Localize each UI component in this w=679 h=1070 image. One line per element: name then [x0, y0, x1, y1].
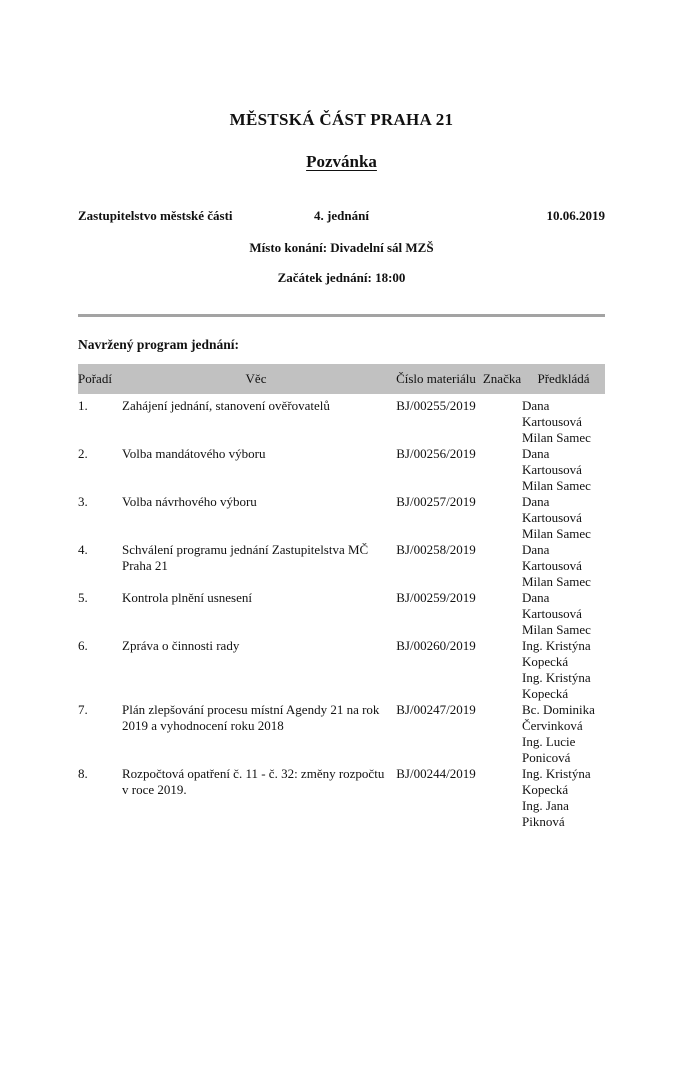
table-row — [78, 638, 605, 702]
program-heading: Navržený program jednání: — [78, 337, 239, 352]
meeting-meta-row — [78, 208, 605, 224]
row-order: 3. — [78, 494, 88, 509]
row-order: 1. — [78, 398, 88, 413]
row-order: 2. — [78, 446, 88, 461]
table-row — [78, 494, 605, 542]
column-header-poradi: Pořadí — [78, 364, 122, 394]
row-subject: Rozpočtová opatření č. 11 - č. 32: změny rozpočtu v roce 2019. — [122, 766, 385, 797]
row-subject: Zpráva o činnosti rady — [122, 638, 240, 653]
presenter-name: Milan Samec — [522, 478, 591, 493]
row-material-number: BJ/00255/2019 — [396, 398, 476, 413]
row-mark — [482, 394, 522, 446]
program-table-body — [78, 394, 605, 830]
meeting-date: 10.06.2019 — [546, 208, 605, 223]
presenter-name: Bc. Dominika Červinková — [522, 702, 595, 733]
meeting-start-time: Začátek jednání: 18:00 — [277, 270, 406, 285]
row-presenters — [522, 394, 605, 446]
row-material-number: BJ/00260/2019 — [396, 638, 476, 653]
presenter-name: Dana Kartousová — [522, 542, 582, 573]
row-mark — [482, 494, 522, 542]
presenter-name: Dana Kartousová — [522, 590, 582, 621]
column-header-cislo-materialu: Číslo materiálu — [390, 364, 482, 394]
table-row — [78, 766, 605, 830]
column-header-znacka: Značka — [482, 364, 522, 394]
presenter-name: Milan Samec — [522, 430, 591, 445]
row-presenters — [522, 542, 605, 590]
row-subject: Schválení programu jednání Zastupitelstva MČ Praha 21 — [122, 542, 369, 573]
presenter-name: Milan Samec — [522, 622, 591, 637]
table-row — [78, 590, 605, 638]
row-order: 6. — [78, 638, 88, 653]
row-order: 7. — [78, 702, 88, 717]
row-presenters — [522, 494, 605, 542]
row-mark — [482, 590, 522, 638]
presenter-name: Ing. Kristýna Kopecká — [522, 670, 591, 701]
table-row — [78, 542, 605, 590]
row-order: 5. — [78, 590, 88, 605]
row-mark — [482, 766, 522, 830]
table-header-row — [78, 364, 605, 394]
presenter-name: Milan Samec — [522, 574, 591, 589]
row-presenters — [522, 638, 605, 702]
column-header-predklada: Předkládá — [522, 364, 605, 394]
program-table — [78, 364, 605, 830]
row-material-number: BJ/00259/2019 — [396, 590, 476, 605]
row-order: 4. — [78, 542, 88, 557]
row-subject: Kontrola plnění usnesení — [122, 590, 252, 605]
presenter-name: Ing. Lucie Ponicová — [522, 734, 576, 765]
row-subject: Plán zlepšování procesu místní Agendy 21 na rok 2019 a vyhodnocení roku 2018 — [122, 702, 380, 733]
page-title: MĚSTSKÁ ČÁST PRAHA 21 — [229, 110, 454, 129]
table-row — [78, 702, 605, 766]
presenter-name: Dana Kartousová — [522, 494, 582, 525]
presenter-name: Ing. Jana Piknová — [522, 798, 569, 829]
table-row — [78, 446, 605, 494]
meeting-body-label: Zastupitelstvo městské části — [78, 208, 233, 223]
section-divider — [78, 314, 605, 317]
row-material-number: BJ/00256/2019 — [396, 446, 476, 461]
row-presenters — [522, 446, 605, 494]
presenter-name: Ing. Kristýna Kopecká — [522, 766, 591, 797]
presenter-name: Dana Kartousová — [522, 398, 582, 429]
row-material-number: BJ/00247/2019 — [396, 702, 476, 717]
meeting-location: Místo konání: Divadelní sál MZŠ — [249, 240, 434, 255]
table-row — [78, 394, 605, 446]
column-header-vec: Věc — [122, 364, 390, 394]
row-mark — [482, 638, 522, 702]
document-page — [0, 110, 679, 1070]
row-subject: Volba návrhového výboru — [122, 494, 257, 509]
presenter-name: Ing. Kristýna Kopecká — [522, 638, 591, 669]
row-material-number: BJ/00258/2019 — [396, 542, 476, 557]
page-subtitle: Pozvánka — [306, 152, 377, 171]
row-mark — [482, 702, 522, 766]
meeting-session: 4. jednání — [314, 208, 369, 223]
row-material-number: BJ/00257/2019 — [396, 494, 476, 509]
row-mark — [482, 446, 522, 494]
row-subject: Volba mandátového výboru — [122, 446, 266, 461]
row-subject: Zahájení jednání, stanovení ověřovatelů — [122, 398, 330, 413]
row-presenters — [522, 766, 605, 830]
row-order: 8. — [78, 766, 88, 781]
presenter-name: Dana Kartousová — [522, 446, 582, 477]
row-material-number: BJ/00244/2019 — [396, 766, 476, 781]
presenter-name: Milan Samec — [522, 526, 591, 541]
row-mark — [482, 542, 522, 590]
row-presenters — [522, 590, 605, 638]
row-presenters — [522, 702, 605, 766]
